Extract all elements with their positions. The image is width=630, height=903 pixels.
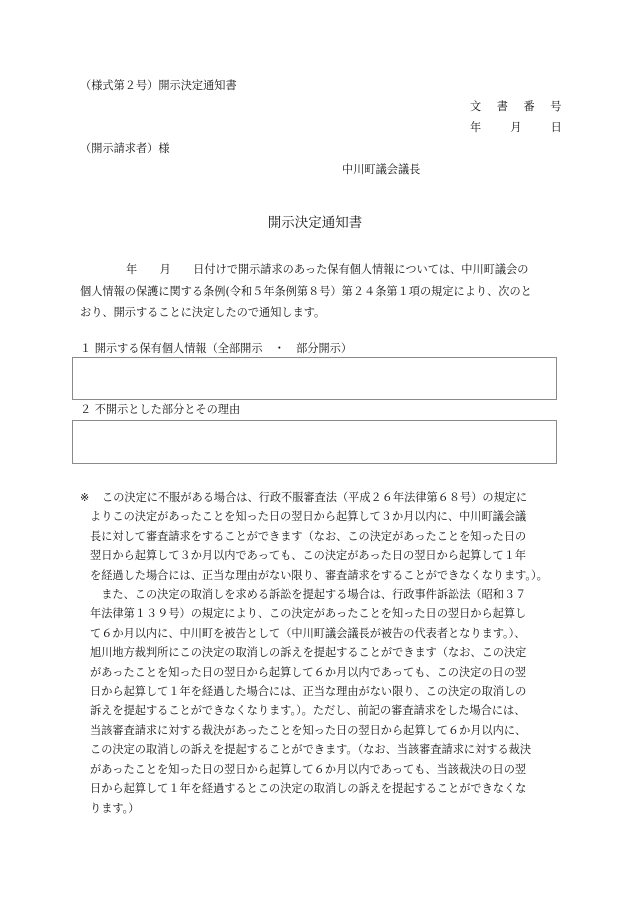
note-line: この決定の取消しの訴えを提起することができます。（なお、当該審査請求に対する裁決 <box>90 743 532 757</box>
section2-label: ２ 不開示とした部分とその理由 <box>80 403 241 416</box>
form-number-label: （様式第２号）開示決定通知書 <box>80 79 237 92</box>
note-line: を経過した場合には、正当な理由がない限り、審査請求をすることができなくなります。）。 <box>90 568 548 582</box>
note-line: 訴えを提起することができなくなります。）。ただし、前記の審査請求をした場合には、 <box>90 704 526 718</box>
note-line: ります。） <box>90 801 140 815</box>
date-month: 月 <box>510 121 522 134</box>
note-line: 年法律第１３９号）の規定により、この決定があったことを知った日の翌日から起算し <box>90 607 527 621</box>
document-number: 文 書 番 号 <box>470 100 568 113</box>
note-line: 翌日から起算して３か月以内であっても、この決定があった日の翌日から起算して１年 <box>90 549 527 563</box>
section1-content-box <box>72 357 557 400</box>
note-line: 日から起算して１年を経過した場合には、正当な理由がない限り、この決定の取消しの <box>90 685 527 699</box>
note-line: よりこの決定があったことを知った日の翌日から起算して３か月以内に、中川町議会議 <box>90 510 527 524</box>
note-line: 旭川地方裁判所にこの決定の取消しの訴えを提起することができます（なお、この決定 <box>90 646 527 660</box>
note-line: この決定に不服がある場合は、行政不服審査法（平成２６年法律第６８号）の規定に <box>102 491 528 504</box>
note-mark: ※ <box>80 491 90 504</box>
note-line: 日から起算して１年を経過するとこの決定の取消しの訴えを提起することができなくな <box>90 782 527 796</box>
note-line: また、この決定の取消しを求める訴訟を提起する場合は、行政事件訴訟法（昭和３７ <box>90 588 527 602</box>
date-day: 日 <box>550 121 562 134</box>
intro-line: 年 月 日付けで開示請求のあった保有個人情報については、中川町議会の <box>126 263 529 276</box>
note-line: 当該審査請求に対する裁決があったことを知った日の翌日から起算して６か月以内に、 <box>90 723 527 737</box>
date-line <box>470 122 562 133</box>
intro-line: 個人情報の保護に関する条例(令和５年条例第８号）第２４条第１項の規定により、次のと <box>80 284 532 298</box>
notes-block <box>80 488 560 818</box>
section2-content-box <box>72 420 557 464</box>
note-line: があったことを知った日の翌日から起算して６か月以内であっても、この決定の日の翌 <box>90 665 527 679</box>
note-line: があったことを知った日の翌日から起算して６か月以内であっても、当該裁決の日の翌 <box>90 762 527 776</box>
section1-label: １ 開示する保有個人情報（全部開示 ・ 部分開示） <box>80 342 353 355</box>
document-title: 開示決定通知書 <box>267 215 363 231</box>
date-year: 年 <box>470 121 482 134</box>
note-line: 長に対して審査請求をすることができます（なお、この決定があったことを知った日の <box>90 529 527 543</box>
requester-name: （開示請求者）様 <box>80 142 170 155</box>
issuer-name: 中川町議会議長 <box>342 163 421 176</box>
note-line: て６か月以内に、中川町を被告として（中川町議会議長が被告の代表者となります。）、 <box>90 626 526 640</box>
intro-paragraph <box>80 259 560 324</box>
intro-line: おり、開示することに決定したので通知します。 <box>80 306 326 319</box>
